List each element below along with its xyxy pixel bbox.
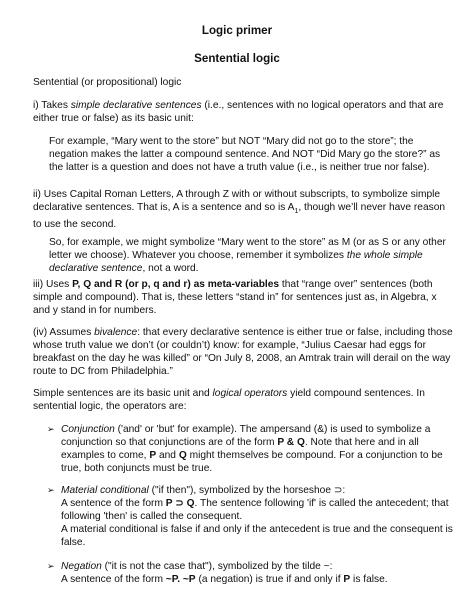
point-i-example: For example, “Mary went to the store” but NOT “Mary did not go to the store”; the negation makes the latter a compound sentence. And NOT “Did Mary go the store?” as the latter is a question and does not have a truth value (i.e., is neither true nor false).: [49, 136, 441, 173]
text: A sentence of the form: [61, 498, 166, 509]
intro-line: Sentential (or propositional) logic: [33, 77, 182, 88]
bullet-arrow-icon: ➢: [47, 561, 55, 571]
formula: Q: [178, 450, 187, 461]
text: . The sentence following 'if' is called the antecedent; that following 'then' is called the consequent.: [61, 498, 449, 522]
negation-item: [61, 560, 453, 586]
line: [61, 484, 453, 497]
formula: P & Q: [277, 437, 305, 448]
emphasis: Conjunction: [61, 424, 115, 435]
bullet-arrow-icon: ➢: [47, 485, 55, 495]
bold-term: P, Q and R (or p, q and r) as meta-variables: [72, 279, 280, 290]
subscript: 1: [294, 208, 299, 216]
text: (a negation) is true if and only if: [195, 574, 344, 585]
formula: P: [343, 574, 351, 585]
emphasis: Negation: [61, 561, 102, 572]
text: : that every declarative sentence is either true or false, including those whose truth value we don’t (or couldn’t) know: for example, “Julius Caesar had eggs for breakfast on the day he was killed” or “On July 8, 2008, an Amtrak train will derail on the way route to DC from Philadelphia.”: [33, 327, 453, 377]
emphasis: Material conditional: [61, 485, 149, 496]
text: (i.e., sentences with no logical operators and that are either true or false) as its basic unit:: [33, 100, 444, 124]
text: yield compound sentences. In sentential logic, the operators are:: [33, 388, 425, 412]
text: (iv) Assumes: [33, 327, 95, 338]
formula: P ⊃ Q: [165, 498, 195, 509]
emphasis: bivalence: [94, 327, 138, 338]
text: is false.: [350, 574, 388, 585]
line: [61, 573, 453, 586]
point-iv: [33, 326, 453, 378]
emphasis: the whole simple declarative sentence: [49, 250, 423, 274]
text: Simple sentences are its basic unit and: [33, 388, 213, 399]
conditional-item: [61, 484, 453, 549]
document-title: Logic primer: [201, 24, 273, 37]
text: ii) Uses Capital Roman Letters, A through Z with or without subscripts, to symbolize simple declarative sentences. That is, A is a sentence and so is A: [33, 189, 441, 213]
emphasis: logical operators: [212, 388, 288, 399]
bullet-arrow-icon: ➢: [47, 424, 55, 434]
text: , though we’ll never have reason to use the second.: [33, 202, 446, 231]
line: [61, 497, 453, 523]
text: So, for example, we might symbolize “Mary went to the store” as M (or as S or any other letter we choose). Whatever you choose, remember it symbolizes: [49, 237, 446, 261]
emphasis: simple declarative sentences: [70, 100, 202, 111]
text: A sentence of the form: [61, 574, 166, 585]
text: ("it is not the case that"), symbolized by the tilde ~:: [101, 561, 333, 572]
text: ("if then"), symbolized by the horseshoe ⊃:: [148, 485, 346, 496]
text: iii) Uses: [33, 279, 73, 290]
point-ii-example: [49, 236, 453, 275]
text: might themselves be compound. For a conjunction to be true, both conjuncts must be true.: [61, 450, 443, 474]
text: that “range over” sentences (both simple and compound). That is, these letters “stand in” for sentences just as, in Algebra, x and y stand in for numbers.: [33, 279, 437, 316]
line: [61, 560, 453, 573]
text: , not a word.: [142, 263, 199, 274]
point-ii: [33, 188, 453, 231]
point-iii: [33, 278, 453, 317]
operators-intro: [33, 387, 453, 413]
text: ('and' or 'but' for example). The ampersand (&) is used to symbolize a conjunction so that conjunctions are of the form: [61, 424, 431, 448]
text: and: [156, 450, 179, 461]
formula: P: [149, 450, 157, 461]
point-i: [33, 99, 453, 125]
line: A material conditional is false if and only if the antecedent is true and the consequent is false.: [61, 524, 453, 548]
text: i) Takes: [33, 100, 71, 111]
document-subtitle: Sentential logic: [194, 52, 280, 65]
conjunction-item: [61, 423, 453, 475]
text: . Note that here and in all examples to come,: [61, 437, 419, 461]
formula: ~P. ~P: [165, 574, 196, 585]
